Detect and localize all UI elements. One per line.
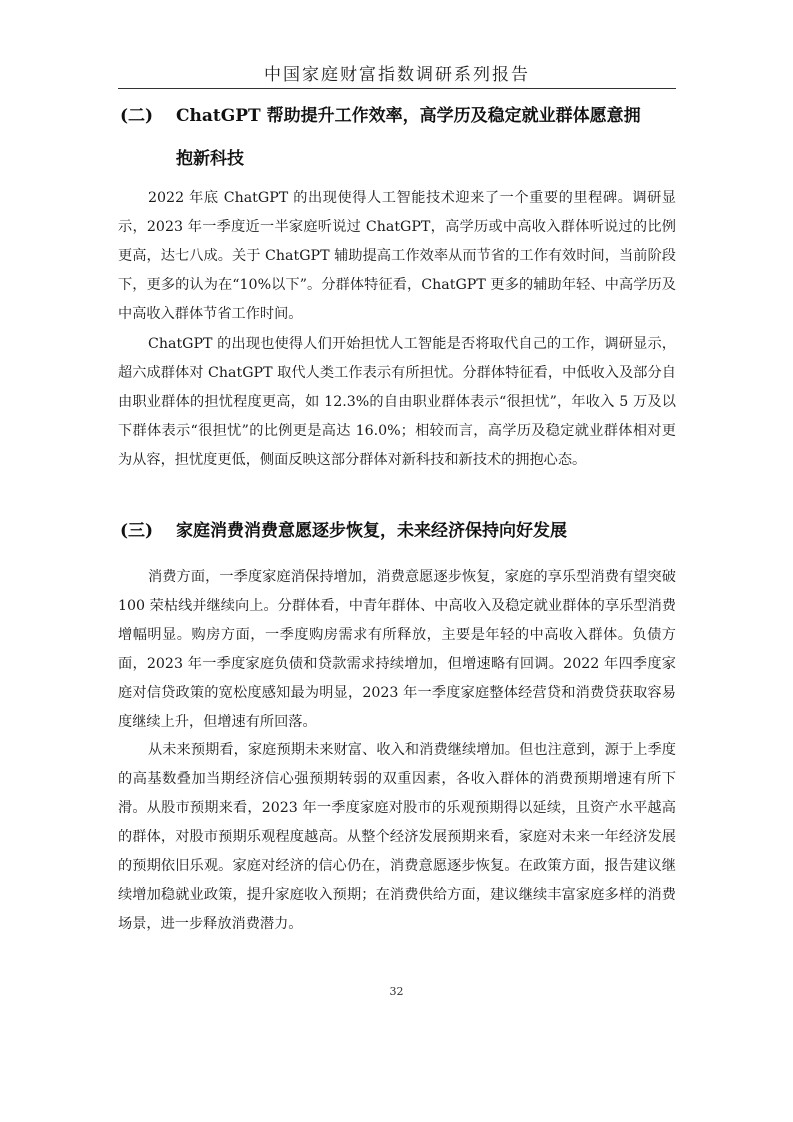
header-rule xyxy=(118,88,676,89)
section-3-paragraph-2: 从未来预期看，家庭预期未来财富、收入和消费继续增加。但也注意到，源于上季度的高基数叠加当期经济信心强预期转弱的双重因素，各收入群体的消费预期增速有所下滑。从股市预期来看，2023 年一季度家庭对股市的乐观预期得以延续，且资产水平越高的群体，对股市预期乐观程度越高。从整个经济发展预期来看，家庭对未来一年经济发展的预期依旧乐观。家庭对经济的信心仍在，消费意愿逐步恢复。在政策方面，报告建议继续增加稳就业政策，提升家庭收入预期；在消费供给方面，建议继续丰富家庭多样的消费场景，进一步释放消费潜力。 xyxy=(118,742,676,932)
section-2-title-line2: 抱新科技 xyxy=(176,149,244,169)
section-2-paragraph-2: ChatGPT 的出现也使得人们开始担忧人工智能是否将取代自己的工作，调研显示，超六成群体对 ChatGPT 取代人类工作表示有所担忧。分群体特征看，中低收入及部分自由职业群体的担忧程度更高，如 12.3%的自由职业群体表示“很担忧”，年收入 5 万及以下群体表示“很担忧”的比例更是高达 16.0%；相较而言，高学历及稳定就业群体相对更为从容，担忧度更低，侧面反映这部分群体对新科技和新技术的拥抱心态。 xyxy=(118,336,676,468)
section-3-title: 家庭消费消费意愿逐步恢复，未来经济保持向好发展 xyxy=(176,521,567,541)
section-2-number: (二) xyxy=(120,106,154,126)
running-header-title: 中国家庭财富指数调研系列报告 xyxy=(264,65,530,85)
section-3-number: (三) xyxy=(120,521,154,541)
section-3-paragraph-1: 消费方面，一季度家庭消保持增加，消费意愿逐步恢复，家庭的享乐型消费有望突破 100 荣枯线并继续向上。分群体看，中青年群体、中高收入及稳定就业群体的享乐型消费增幅明显。购房方面，一季度购房需求有所释放，主要是年轻的中高收入群体。负债方面，2023 年一季度家庭负债和贷款需求持续增加，但增速略有回调。2022 年四季度家庭对信贷政策的宽松度感知最为明显，2023 年一季度家庭整体经营贷和消费贷获取容易度继续上升，但增速有所回落。 xyxy=(118,569,676,730)
section-2-paragraph-1: 2022 年底 ChatGPT 的出现使得人工智能技术迎来了一个重要的里程碑。调研显示，2023 年一季度近一半家庭听说过 ChatGPT，高学历或中高收入群体听说过的比例更高，达七八成。关于 ChatGPT 辅助提高工作效率从而节省的工作有效时间，当前阶段下，更多的认为在“10%以下”。分群体特征看，ChatGPT 更多的辅助年轻、中高学历及中高收入群体节省工作时间。 xyxy=(118,190,676,322)
section-2-title-line1: ChatGPT 帮助提升工作效率，高学历及稳定就业群体愿意拥 xyxy=(176,106,641,126)
section-2-heading xyxy=(120,98,676,184)
section-3-heading xyxy=(120,513,676,549)
page-number: 32 xyxy=(389,985,404,998)
